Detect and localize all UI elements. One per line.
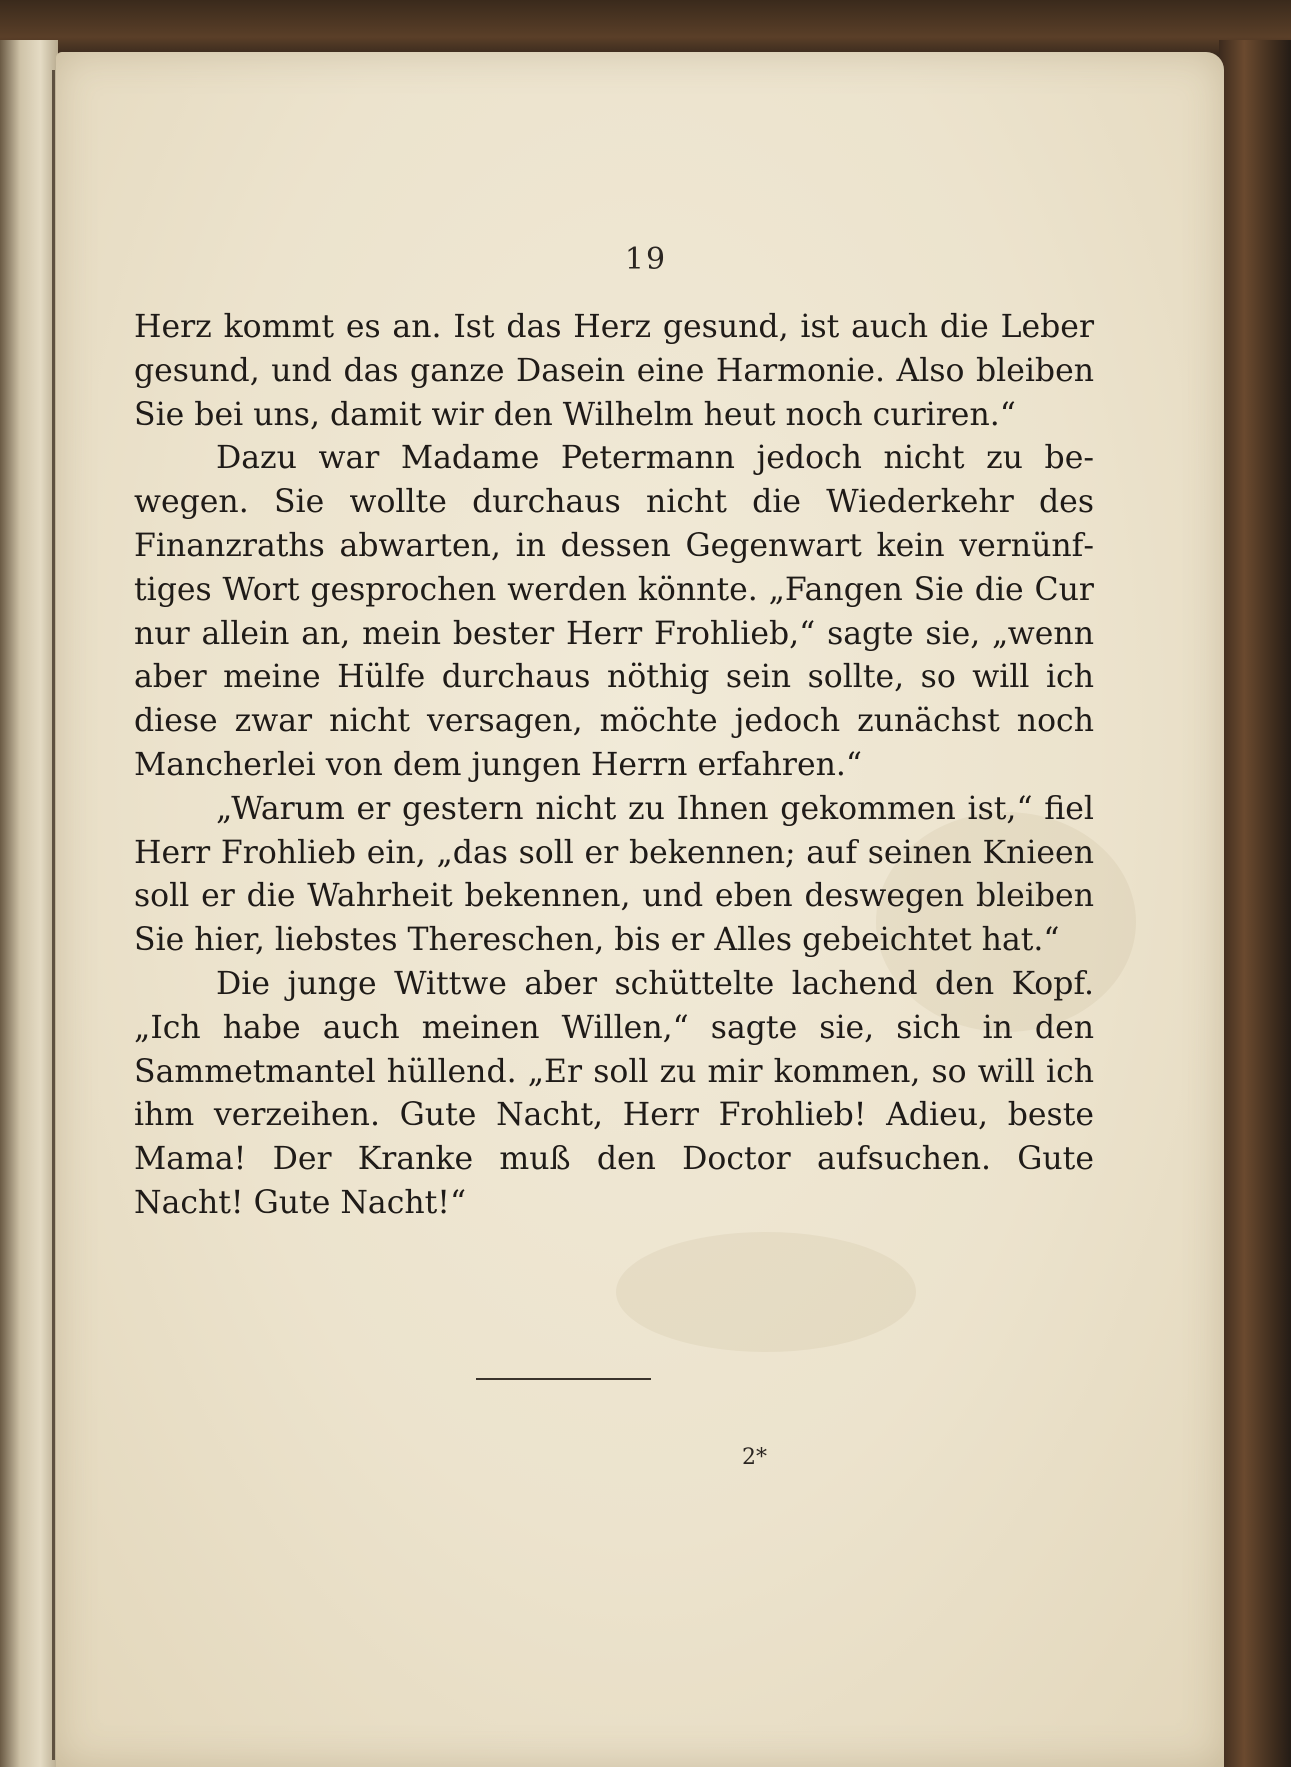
paragraph: Herz kommt es an. Ist das Herz gesund, ist auch die Leber gesund, und das ganze Dasein eine Harmonie. Also bleiben Sie bei uns, damit wir den Wilhelm heut noch curiren.“ [134,309,1094,433]
paragraph: „Warum er gestern nicht zu Ihnen gekommen ist,“ fiel Herr Frohlieb ein, „das soll er bekennen; auf seinen Knieen soll er die Wahrheit bekennen, und eben deswegen bleiben Sie hier, liebstes Thereschen, bis er Alles gebeichtet hat.“ [134,790,1094,959]
paragraph: Dazu war Madame Petermann jedoch nicht zu bewegen. Sie wollte durchaus nicht die Wiederkehr des Finanzraths abwarten, in dessen Gegenwart kein vernünftiges Wort gesprochen werden könnte. „Fangen Sie die Cur nur allein an, mein bester Herr Frohlieb,“ sagte sie, „wenn aber meine Hülfe durchaus nöthig sein sollte, so will ich diese zwar nicht versagen, möchte jedoch zunächst noch Mancherlei von dem jungen Herrn erfahren.“ [134,440,1094,783]
paragraph: Die junge Wittwe aber schüttelte lachend den Kopf. „Ich habe auch meinen Willen,“ sagte sie, sich in den Sammetmantel hüllend. „Er soll zu mir kommen, so will ich ihm verzeihen. Gute Nacht, Herr Frohlieb! Adieu, beste Mama! Der Kranke muß den Doctor aufsuchen. Gute Nacht! Gute Nacht!“ [134,965,1094,1221]
gutter-line [52,70,55,1760]
book-cover-right-edge [1219,40,1291,1767]
page-number: 19 [624,242,668,277]
signature-mark: 2* [742,1445,767,1470]
book-page [56,52,1224,1767]
body-text [134,306,1094,1226]
page-stain [616,1232,916,1352]
book-binding [0,40,58,1767]
section-divider [476,1378,651,1380]
